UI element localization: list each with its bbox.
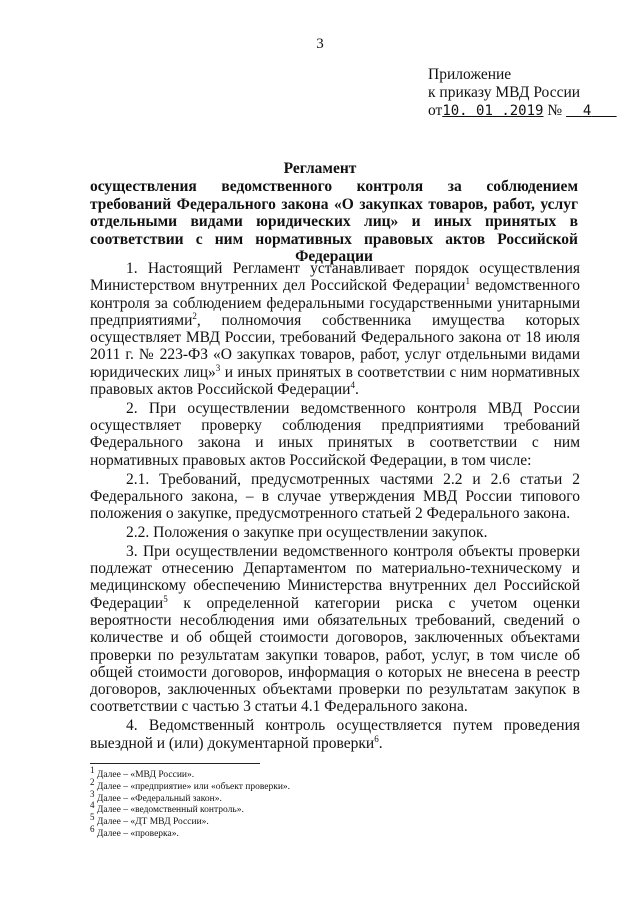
document-body (90, 260, 580, 753)
footnote-ref-4: 4 (350, 379, 355, 390)
footnote-ref-1: 1 (465, 276, 470, 287)
appendix-label: Приложение (428, 66, 512, 83)
paragraph-4: 4. Ведомственный контроль осуществляется путем проведения выездной и (или) документарной проверки$^6$. (90, 717, 580, 752)
number-label: № (547, 102, 563, 119)
footnote-2: $^2$ Далее – «предприятие» или «объект проверки». (90, 776, 291, 792)
footnote-ref-2: 2 (192, 310, 197, 321)
footnotes (90, 765, 291, 841)
paragraph-2-1: 2.1. Требований, предусмотренных частями 2.2 и 2.6 статьи 2 Федерального закона, – в случае утверждения МВД России типового положения о закупке, предусмотренного статьей 2 Федерального закона. (90, 470, 580, 523)
document-title: Регламент (283, 160, 357, 177)
footnote-4: $^4$ Далее – «ведомственный контроль». (90, 800, 244, 816)
footnote-ref-6: 6 (374, 733, 379, 744)
appendix-header (428, 66, 617, 120)
order-date: 10. 01 .201 (442, 103, 536, 119)
paragraph-1: 1. Настоящий Регламент устанавливает порядок осуществления Министерством внутренних дел Российской Федерации$^1$ ведомственного контроля за соблюдением федеральными государственными унитарными предприятиями$^2$, полномочия собственника имущества которых осуществляет МВД России, требований Федерального закона от 18 июля 2011 г. № 223-ФЗ «О закупках товаров, работ, услуг отдельными видами юридических лиц»$^3$ и иных принятых в соответствии с ним нормативных правовых актов Российской Федерации$^4$. (90, 260, 580, 399)
page-number: 3 (316, 36, 324, 52)
appendix-order-ref: к приказу МВД России (428, 84, 581, 101)
footnote-1: $^1$ Далее – «МВД России». (90, 765, 195, 781)
footnote-divider (90, 763, 260, 764)
paragraph-3: 3. При осуществлении ведомственного контроля объекты проверки подлежат отнесению Департаментом по материально-техническому и медицинскому обеспечению Министерства внутренних дел Российской Федерации$^5$ к определенной категории риска с учетом оценки вероятности несоблюдения ими обязательных требований, сведений о количестве и об общей стоимости договоров, заключенных объектами проверки по результатам закупки товаров, работ, услуг, в том числе об общей стоимости договоров, информация о которых не внесена в реестр договоров, заключенных объектами проверки по результатам закупок в соответствии с частью 3 статьи 4.1 Федерального закона. (90, 542, 580, 716)
paragraph-2: 2. При осуществлении ведомственного контроля МВД России осуществляет проверку соблюдения предприятиями требований Федерального закона и иных принятых в соответствии с ним нормативных правовых актов Российской Федерации, в том числе: (90, 399, 580, 469)
date-prefix: от (428, 102, 443, 119)
footnote-5: $^5$ Далее – «ДТ МВД России». (90, 812, 209, 828)
document-subtitle: осуществления ведомственного контроля за соблюдением требований Федерального закона «О закупках товаров, работ, услуг отдельными видами юридических лиц» и иных принятых в соответствии с ним нормативных правовых актов Российской Федерации (90, 178, 578, 265)
order-year-digit: 9 (535, 103, 544, 119)
footnote-ref-5: 5 (163, 593, 168, 604)
appendix-date-number (428, 102, 617, 120)
footnote-ref-3: 3 (215, 362, 221, 373)
order-number: 4 (582, 103, 592, 119)
paragraph-2-2: 2.2. Положения о закупке при осуществлении закупок. (126, 523, 488, 541)
footnote-3: $^3$ Далее – «Федеральный закон». (90, 788, 222, 804)
footnote-6: $^6$ Далее – «проверка». (90, 823, 179, 839)
